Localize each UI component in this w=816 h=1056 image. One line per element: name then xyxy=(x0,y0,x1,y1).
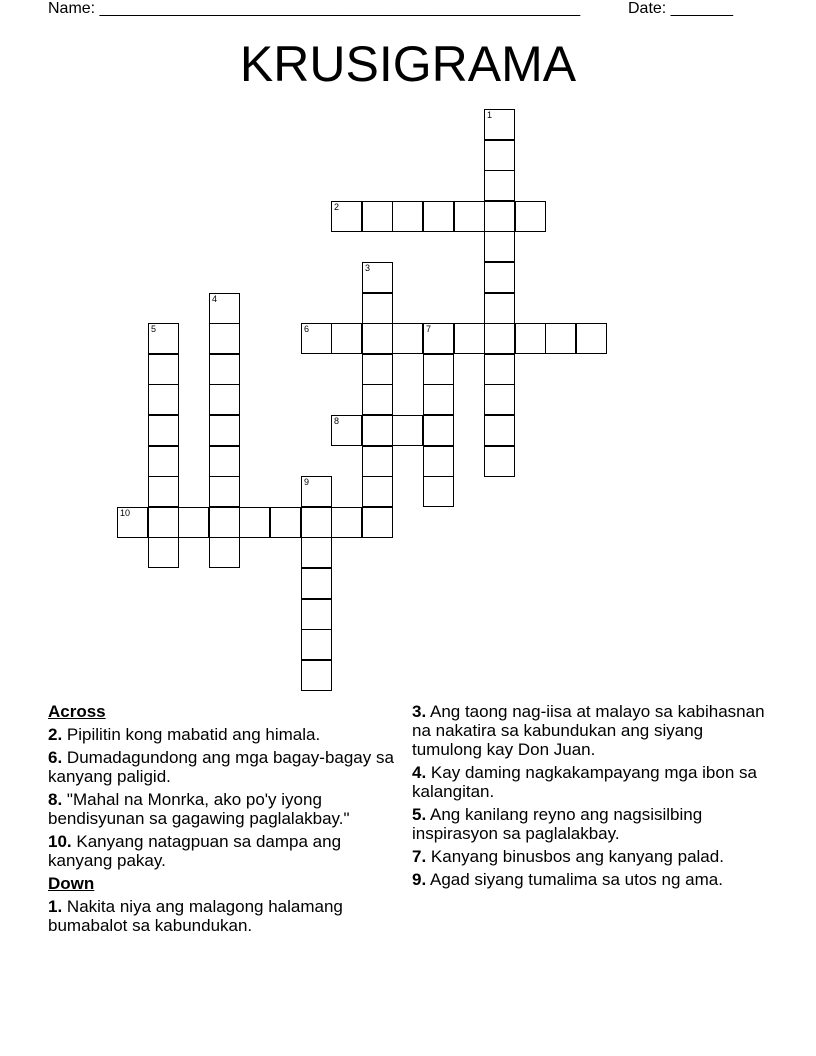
down-clue-3 xyxy=(412,702,772,759)
clue-number-label: 2 xyxy=(334,202,340,212)
clue-text: Kay daming nagkakampayang mga ibon sa kalangitan. xyxy=(412,763,757,801)
clue-number-label: 10 xyxy=(120,508,131,518)
clue-text: Dumadagundong ang mga bagay-bagay sa kanyang paligid. xyxy=(48,748,394,786)
across-clue-6 xyxy=(48,748,403,786)
crossword-cell[interactable] xyxy=(331,201,362,232)
clue-number-label: 8 xyxy=(334,416,340,426)
crossword-cell[interactable] xyxy=(301,568,332,599)
clue-number: 6. xyxy=(48,748,63,767)
date-field-label: Date: _______ xyxy=(628,0,733,17)
clue-number: 2. xyxy=(48,725,63,744)
crossword-cell[interactable] xyxy=(515,323,546,354)
down-clue-4 xyxy=(412,763,772,801)
down-clue-1 xyxy=(48,897,403,935)
clue-text: Agad siyang tumalima sa utos ng ama. xyxy=(429,870,723,889)
clue-number: 4. xyxy=(412,763,427,782)
crossword-cell[interactable] xyxy=(392,415,423,446)
across-clue-10 xyxy=(48,832,403,870)
crossword-cell[interactable] xyxy=(423,446,454,477)
clue-number-label: 4 xyxy=(212,294,218,304)
clue-number: 10. xyxy=(48,832,72,851)
crossword-cell[interactable] xyxy=(484,231,515,262)
crossword-cell[interactable] xyxy=(209,384,240,415)
crossword-cell[interactable] xyxy=(301,537,332,568)
crossword-cell[interactable] xyxy=(484,415,515,446)
crossword-cell[interactable] xyxy=(301,629,332,660)
across-clue-8 xyxy=(48,790,403,828)
clue-text: "Mahal na Monrka, ako po'y iyong bendisyunan sa gagawing paglalakbay." xyxy=(48,790,350,828)
crossword-cell[interactable] xyxy=(392,323,423,354)
clue-number: 8. xyxy=(48,790,63,809)
crossword-cell[interactable] xyxy=(484,384,515,415)
crossword-cell[interactable] xyxy=(362,507,393,538)
name-field-label: Name: ______________________________________________________ xyxy=(48,0,581,17)
clue-text: Pipilitin kong mabatid ang himala. xyxy=(66,725,321,744)
clue-number-label: 7 xyxy=(426,324,432,334)
crossword-cell[interactable] xyxy=(331,323,362,354)
crossword-cell[interactable] xyxy=(148,354,179,385)
crossword-cell[interactable] xyxy=(331,415,362,446)
crossword-cell[interactable] xyxy=(484,354,515,385)
crossword-cell[interactable] xyxy=(301,660,332,691)
crossword-cell[interactable] xyxy=(423,323,454,354)
clues-right-column xyxy=(412,702,772,893)
crossword-cell[interactable] xyxy=(301,323,332,354)
crossword-cell[interactable] xyxy=(362,354,393,385)
clue-text: Nakita niya ang malagong halamang bumabalot sa kabundukan. xyxy=(48,897,343,935)
crossword-cell[interactable] xyxy=(484,262,515,293)
crossword-cell[interactable] xyxy=(148,384,179,415)
crossword-cell[interactable] xyxy=(362,415,393,446)
crossword-cell[interactable] xyxy=(423,476,454,507)
crossword-cell[interactable] xyxy=(148,323,179,354)
crossword-cell[interactable] xyxy=(209,293,240,324)
crossword-cell[interactable] xyxy=(362,201,393,232)
clue-number-label: 6 xyxy=(304,324,310,334)
crossword-cell[interactable] xyxy=(301,476,332,507)
clue-number-label: 1 xyxy=(487,110,493,120)
crossword-cell[interactable] xyxy=(148,446,179,477)
crossword-cell[interactable] xyxy=(484,293,515,324)
clue-number-label: 9 xyxy=(304,477,310,487)
crossword-cell[interactable] xyxy=(423,384,454,415)
clue-text: Ang kanilang reyno ang nagsisilbing inspirasyon sa paglalakbay. xyxy=(412,805,703,843)
crossword-cell[interactable] xyxy=(484,201,515,232)
down-clue-5 xyxy=(412,805,772,843)
crossword-cell[interactable] xyxy=(454,323,485,354)
crossword-cell[interactable] xyxy=(148,415,179,446)
clue-number: 3. xyxy=(412,702,427,721)
crossword-cell[interactable] xyxy=(484,170,515,201)
crossword-cell[interactable] xyxy=(148,476,179,507)
crossword-cell[interactable] xyxy=(209,415,240,446)
clue-text: Kanyang natagpuan sa dampa ang kanyang pakay. xyxy=(48,832,342,870)
crossword-cell[interactable] xyxy=(362,476,393,507)
crossword-cell[interactable] xyxy=(178,507,209,538)
crossword-cell[interactable] xyxy=(484,446,515,477)
crossword-cell[interactable] xyxy=(484,140,515,171)
crossword-cell[interactable] xyxy=(270,507,301,538)
crossword-cell[interactable] xyxy=(148,537,179,568)
crossword-cell[interactable] xyxy=(423,415,454,446)
crossword-cell[interactable] xyxy=(239,507,270,538)
across-heading: Across xyxy=(48,702,106,721)
crossword-cell[interactable] xyxy=(362,384,393,415)
crossword-cell[interactable] xyxy=(545,323,576,354)
clue-number: 9. xyxy=(412,870,427,889)
crossword-cell[interactable] xyxy=(148,507,179,538)
crossword-cell[interactable] xyxy=(362,323,393,354)
clue-number-label: 5 xyxy=(151,324,157,334)
across-clue-2 xyxy=(48,725,403,744)
crossword-cell[interactable] xyxy=(423,354,454,385)
crossword-cell[interactable] xyxy=(423,201,454,232)
clue-number: 1. xyxy=(48,897,63,916)
crossword-cell[interactable] xyxy=(392,201,423,232)
down-clue-7 xyxy=(412,847,772,866)
clue-number: 7. xyxy=(412,847,427,866)
crossword-cell[interactable] xyxy=(209,507,240,538)
crossword-cell[interactable] xyxy=(362,446,393,477)
page-title: KRUSIGRAMA xyxy=(239,36,577,92)
down-clue-9 xyxy=(412,870,772,889)
clues-left-column xyxy=(48,702,403,939)
crossword-cell[interactable] xyxy=(301,599,332,630)
crossword-cell[interactable] xyxy=(454,201,485,232)
crossword-cell[interactable] xyxy=(209,323,240,354)
crossword-cell[interactable] xyxy=(331,507,362,538)
crossword-cell[interactable] xyxy=(362,262,393,293)
clue-text: Ang taong nag-iisa at malayo sa kabihasnan na nakatira sa kabundukan ang siyang tumulong kay Don Juan. xyxy=(412,702,765,759)
crossword-cell[interactable] xyxy=(301,507,332,538)
crossword-cell[interactable] xyxy=(362,293,393,324)
crossword-cell[interactable] xyxy=(209,537,240,568)
clue-number-label: 3 xyxy=(365,263,371,273)
crossword-cell[interactable] xyxy=(117,507,148,538)
crossword-cell[interactable] xyxy=(484,109,515,140)
clue-number: 5. xyxy=(412,805,427,824)
clue-text: Kanyang binusbos ang kanyang palad. xyxy=(430,847,724,866)
down-heading: Down xyxy=(48,874,95,893)
crossword-cell[interactable] xyxy=(515,201,546,232)
crossword-cell[interactable] xyxy=(484,323,515,354)
crossword-cell[interactable] xyxy=(209,446,240,477)
crossword-cell[interactable] xyxy=(576,323,607,354)
crossword-cell[interactable] xyxy=(209,354,240,385)
crossword-cell[interactable] xyxy=(209,476,240,507)
